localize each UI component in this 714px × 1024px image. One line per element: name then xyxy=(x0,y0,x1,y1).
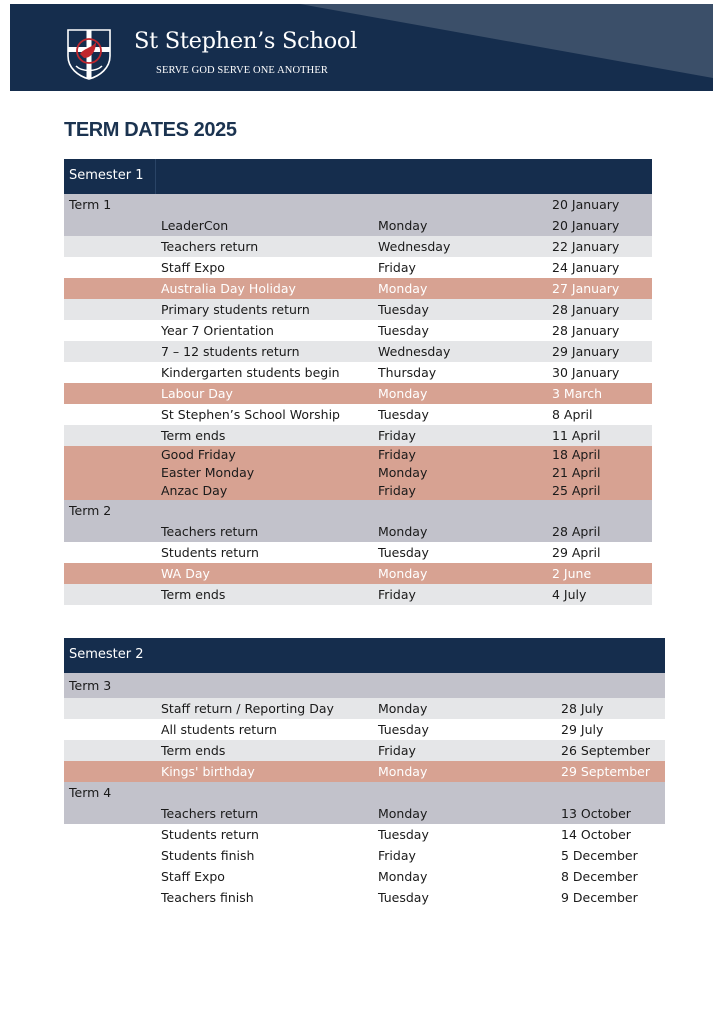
event-date: 28 July xyxy=(561,701,604,716)
event-date: 25 April xyxy=(552,483,601,498)
table-row xyxy=(64,425,652,446)
table-row xyxy=(64,482,652,500)
table-row xyxy=(64,341,652,362)
school-banner xyxy=(10,4,713,91)
event-date: 8 December xyxy=(561,869,638,884)
event-name: Australia Day Holiday xyxy=(161,281,296,296)
event-day: Tuesday xyxy=(378,407,429,422)
event-day: Tuesday xyxy=(378,722,429,737)
easter-anzac-holiday-block xyxy=(64,446,652,500)
event-day: Friday xyxy=(378,260,416,275)
event-name: Easter Monday xyxy=(161,465,255,480)
event-name: Students finish xyxy=(161,848,255,863)
holiday-row xyxy=(64,563,652,584)
event-day: Monday xyxy=(378,218,428,233)
term-label: Term 4 xyxy=(69,785,112,800)
event-name: St Stephen’s School Worship xyxy=(161,407,340,422)
event-date: 18 April xyxy=(552,447,601,462)
event-name: Teachers finish xyxy=(161,890,254,905)
event-name: 7 – 12 students return xyxy=(161,344,300,359)
table-row xyxy=(64,521,652,542)
event-day: Friday xyxy=(378,743,416,758)
event-day: Friday xyxy=(378,428,416,443)
term-label: Term 1 xyxy=(69,197,112,212)
table-row xyxy=(64,719,665,740)
event-day: Tuesday xyxy=(378,890,429,905)
event-name: Kings' birthday xyxy=(161,764,255,779)
event-date: 4 July xyxy=(552,587,587,602)
semester-label: Semester 2 xyxy=(69,647,144,662)
event-name: Staff Expo xyxy=(161,869,225,884)
event-date: 3 March xyxy=(552,386,603,401)
table-row xyxy=(64,362,652,383)
event-name: Teachers return xyxy=(161,524,259,539)
event-date: 2 June xyxy=(552,566,592,581)
event-date: 22 January xyxy=(552,239,620,254)
table-row xyxy=(64,236,652,257)
table-row xyxy=(64,320,652,341)
table-row xyxy=(64,740,665,761)
event-date: 14 October xyxy=(561,827,631,842)
table-row xyxy=(64,824,665,845)
event-name: Year 7 Orientation xyxy=(161,323,274,338)
column-divider xyxy=(155,159,156,194)
semester-header xyxy=(64,159,652,194)
semester-label: Semester 1 xyxy=(69,168,144,183)
event-name: Teachers return xyxy=(161,806,259,821)
table-row xyxy=(64,257,652,278)
term-row xyxy=(64,194,652,215)
event-day: Monday xyxy=(378,806,428,821)
event-day: Friday xyxy=(378,483,416,498)
table-row xyxy=(64,845,665,866)
term-row xyxy=(64,673,665,698)
page-title: TERM DATES 2025 xyxy=(64,119,237,141)
table-row xyxy=(64,299,652,320)
event-name: Term ends xyxy=(161,587,226,602)
event-name: Teachers return xyxy=(161,239,259,254)
event-date: 29 January xyxy=(552,344,620,359)
table-row xyxy=(64,215,652,236)
event-day: Monday xyxy=(378,524,428,539)
event-date: 9 December xyxy=(561,890,638,905)
event-day: Monday xyxy=(378,701,428,716)
event-day: Monday xyxy=(378,386,428,401)
table-row xyxy=(64,404,652,425)
event-name: LeaderCon xyxy=(161,218,229,233)
event-day: Friday xyxy=(378,848,416,863)
event-day: Monday xyxy=(378,465,428,480)
event-name: Anzac Day xyxy=(161,483,228,498)
event-date: 11 April xyxy=(552,428,601,443)
table-row xyxy=(64,803,665,824)
holiday-row xyxy=(64,383,652,404)
event-day: Wednesday xyxy=(378,344,451,359)
school-name: St Stephen’s School xyxy=(134,28,358,54)
event-name: Good Friday xyxy=(161,447,236,462)
table-row xyxy=(64,464,652,482)
event-name: Term ends xyxy=(161,428,226,443)
event-day: Wednesday xyxy=(378,239,451,254)
event-date: 21 April xyxy=(552,465,601,480)
event-day: Monday xyxy=(378,764,428,779)
event-date: 27 January xyxy=(552,281,620,296)
event-date: 26 September xyxy=(561,743,650,758)
event-date: 5 December xyxy=(561,848,638,863)
event-date: 28 April xyxy=(552,524,601,539)
event-day: Friday xyxy=(378,587,416,602)
event-name: Primary students return xyxy=(161,302,310,317)
banner-background xyxy=(10,4,713,91)
event-day: Tuesday xyxy=(378,302,429,317)
school-motto: SERVE GOD SERVE ONE ANOTHER xyxy=(156,65,328,76)
event-date: 8 April xyxy=(552,407,593,422)
event-name: All students return xyxy=(161,722,277,737)
event-day: Friday xyxy=(378,447,416,462)
term-start-date: 20 January xyxy=(552,197,620,212)
event-date: 29 July xyxy=(561,722,604,737)
event-day: Tuesday xyxy=(378,827,429,842)
event-name: Staff return / Reporting Day xyxy=(161,701,334,716)
semester-1-table xyxy=(64,159,652,605)
school-crest-icon xyxy=(66,28,112,80)
event-date: 29 April xyxy=(552,545,601,560)
table-row xyxy=(64,446,652,464)
semester-header xyxy=(64,638,665,673)
event-date: 29 September xyxy=(561,764,650,779)
holiday-row xyxy=(64,278,652,299)
term-label: Term 2 xyxy=(69,503,112,518)
event-day: Tuesday xyxy=(378,323,429,338)
event-day: Monday xyxy=(378,566,428,581)
event-name: Staff Expo xyxy=(161,260,225,275)
event-day: Monday xyxy=(378,869,428,884)
event-day: Monday xyxy=(378,281,428,296)
table-row xyxy=(64,866,665,887)
event-date: 28 January xyxy=(552,302,620,317)
event-name: Kindergarten students begin xyxy=(161,365,340,380)
semester-2-table xyxy=(64,638,665,908)
table-row xyxy=(64,584,652,605)
event-day: Thursday xyxy=(378,365,437,380)
event-date: 24 January xyxy=(552,260,620,275)
event-name: Students return xyxy=(161,827,259,842)
table-row xyxy=(64,698,665,719)
event-name: Term ends xyxy=(161,743,226,758)
table-row xyxy=(64,542,652,563)
event-date: 13 October xyxy=(561,806,631,821)
event-date: 20 January xyxy=(552,218,620,233)
term-label: Term 3 xyxy=(69,678,112,693)
holiday-row xyxy=(64,761,665,782)
event-date: 30 January xyxy=(552,365,620,380)
event-name: Students return xyxy=(161,545,259,560)
event-name: WA Day xyxy=(161,566,210,581)
event-date: 28 January xyxy=(552,323,620,338)
banner-diagonal-shape xyxy=(300,4,713,78)
term-row xyxy=(64,500,652,521)
table-row xyxy=(64,887,665,908)
term-row xyxy=(64,782,665,803)
event-day: Tuesday xyxy=(378,545,429,560)
event-name: Labour Day xyxy=(161,386,233,401)
